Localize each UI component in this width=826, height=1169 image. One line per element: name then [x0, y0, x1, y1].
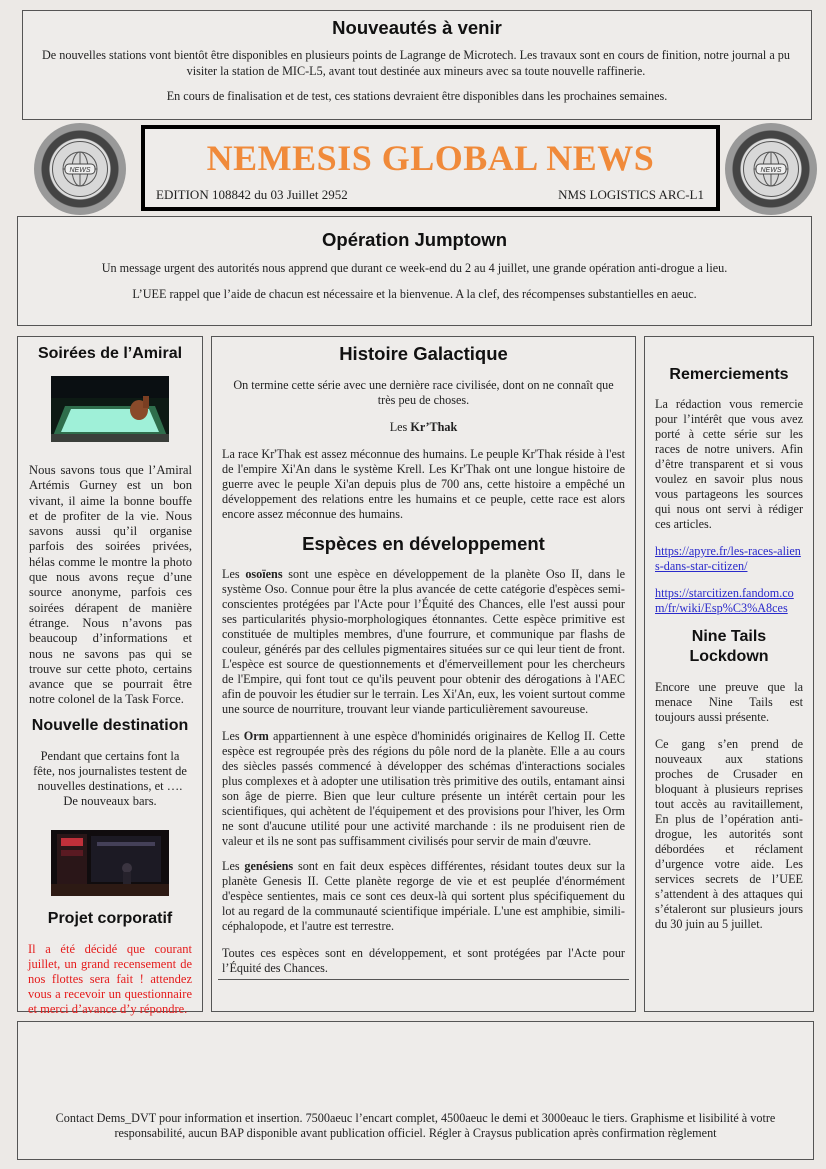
news-logo-right [725, 123, 817, 215]
footer-ad-box [17, 1021, 814, 1160]
krthak-text: La race Kr'Thak est assez méconnue des humains. Le peuple Kr'Thak réside à l'est de l'empire Xi'An dans le système Krell. Les Kr'Thak ont une longue histoire de guerre avec le peuple Xi'an depuis plus de 700 ans, cette histoire a empêché un développement des relations entre les humains et ce peuple, cette race est alors encore assez méconnue des humains. [222, 447, 625, 521]
especes-title: Espèces en développement [302, 533, 545, 554]
footer-contact-text: Contact Dems_DVT pour information et insertion. 7500aeuc l’encart complet, 4500aeuc le demi et 3000eauc le tiers. Graphisme et lisibilité à votre responsabilité, aucun BAP disponible avant publication officiel. Régler à Craysus publication après confirmation règlement [55, 1111, 776, 1140]
jumptown-box [17, 216, 812, 326]
source-link-2[interactable]: https://starcitizen.fandom.com/fr/wiki/Esp%C3%A8ces [655, 586, 794, 615]
race-heading [212, 420, 635, 435]
race-name: Kr’Thak [410, 420, 458, 434]
orm-body: appartiennent à une espèce d'hominidés originaires de Kellog II. Cette espèce est regroupée près des régions du pôle nord de la planète. Elle a au cours des siècles passés commencé à développer des schémas d'interactions sociales plus complexes et à adopter une utilisation très primitive des outils, entamant ainsi son âge de pierre. Bien que leur culture présente un intérêt certain pour les scientifiques, qui achètent de l'équipement et des provisions pour l'hiver, les Orm ne sont d'aucune utilité pour une activité marchande : ils ne produisent rien de valeur et ils ne sont pas suffisamment civilisés pour servir de main d'œuvre. [222, 729, 625, 848]
remerciements-text: La rédaction vous remercie pour l’intérêt que vous avez porté à cette série sur les races de notre univers. Afin d’être transparent et si vous voulez en savoir plus nous vous partageons les sources qui nous ont servi à rédiger ces articles. [655, 397, 803, 531]
nine-tails-title: Nine Tails Lockdown [689, 628, 769, 665]
outro-text: Toutes ces espèces sont en développement, et sont protégées par l'Acte pour l’Équité des Chances. [222, 946, 625, 975]
osoiens-prefix: Les [222, 567, 246, 581]
party-photo [51, 376, 169, 442]
center-column [211, 336, 636, 1012]
logo-text: NEWS [760, 167, 782, 174]
globe-icon [60, 149, 100, 189]
amiral-text: Nous savons tous que l’Amiral Artémis Gurney est un bon vivant, il aime la bonne bouffe et de profiter de la vie. Nous savons aussi qu’il organise parfois des soirées privées, hélas comme le montre la photo que nous avons reçue d’une source anonyme, parfois ces soirées dérapent de manière étrange. Nous n’avons pas beaucoup d’informations et nous ne savons pas qui se trouve sur cette photo, certains avance que se pourrait être notre colonel de la Task Force. [29, 463, 192, 707]
remerciements-title: Remerciements [669, 366, 789, 383]
orm-name: Orm [243, 729, 269, 743]
histoire-title: Histoire Galactique [339, 343, 508, 364]
source-link-2-wrap [655, 586, 803, 616]
jumptown-title: Opération Jumptown [322, 229, 507, 250]
edition-label: EDITION 108842 du 03 Juillet 2952 [156, 187, 348, 202]
nine-tails-paragraph-1: Encore une preuve que la menace Nine Tails est toujours aussi présente. [655, 680, 803, 724]
divider [218, 979, 629, 980]
source-link-1[interactable]: https://apyre.fr/les-races-aliens-dans-star-citizen/ [655, 544, 801, 573]
histoire-intro: On termine cette série avec une dernière race civilisée, dont on ne connaît que très peu de choses. [233, 378, 614, 407]
top-news-title: Nouveautés à venir [332, 17, 502, 38]
jumptown-paragraph-1: Un message urgent des autorités nous apprend que durant ce week-end du 2 au 4 juillet, une grande opération anti-drogue a lieu. [101, 261, 728, 275]
orm-text [222, 729, 625, 849]
masthead-title: NEMESIS GLOBAL NEWS [206, 138, 655, 178]
nine-tails-paragraph-2: Ce gang s’en prend de nouveaux aux stations proches de Crusader en bloquant à plusieurs reprises tout accès au ravitaillement, En plus de l’opération anti-drogue, les autorités sont débordées et réclament d’urgence votre aide. Les services secrets de l’UEE s’attendent à des attaques qui s’étaleront sur plusieurs jours du 30 juin au 5 juillet. [655, 737, 803, 931]
top-news-paragraph-2: En cours de finalisation et de test, ces stations devraient être disponibles dans les prochaines semaines. [166, 89, 668, 103]
osoiens-body: sont une espèce en développement de la planète Oso II, dans le système Oso. Connue pour être la plus avancée de cette catégorie d'espèces semi-conscientes protégées par l'Acte pour l’Équité des Chances, elle l'est aussi pour ses particularités physio-morphologiques étonnantes. Cette espèce primitive est constituée de multiples membres, d'une fourrure, et communique par flashs de couleur, générés par des cellules pigmentaires situées sur ce qui leur tient de front. L'espèce est source de questionnements et d'émerveillement pour les chercheurs de l'Empire, qui font tout ce qu'ils peuvent pour obtenir des dérogations à l'AEC afin de pouvoir les étudier sur le terrain. Les Xi'An, eux, les voient surtout comme une source de nourriture, trouvant leur viande particulièrement savoureuse. [222, 567, 625, 716]
top-news-paragraph-1: De nouvelles stations vont bientôt être disponibles en plusieurs points de Lagrange de Microtech. Les travaux sont en cours de finition, notre journal a pu visiter la station de MIC-L5, avant tout destinée aux mineurs avec sa toute nouvelle raffinerie. [42, 48, 790, 78]
projet-text: Il a été décidé que courant juillet, un grand recensement de nos flottes sera fait ! attendez vous a recevoir un questionnaire et merci d’avance d’y répondre. [28, 941, 192, 1016]
jumptown-paragraph-2: L’UEE rappel que l’aide de chacun est nécessaire et la bienvenue. A la clef, des récompenses substantielles en aeuc. [132, 287, 697, 301]
destination-title: Nouvelle destination [31, 716, 189, 734]
genesiens-name: genésiens [244, 859, 294, 873]
right-column [644, 336, 814, 1012]
projet-title: Projet corporatif [47, 909, 173, 927]
orm-prefix: Les [222, 729, 244, 743]
genesiens-body: sont en fait deux espèces différentes, résidant toutes deux sur la planète Genesis II. Cette planète regorge de vie et est peuplée d'énormément d'espèce sentientes, mais ce sont ces deux-là qui sortent plus spécifiquement du lot au regard de la communauté scientifique impériale. L'une est amphibie, simili-céphalopode, et l'autre est terrestre. [222, 859, 625, 933]
amiral-title: Soirées de l’Amiral [37, 345, 183, 362]
logo-text: NEWS [69, 167, 91, 174]
masthead [141, 125, 720, 211]
osoiens-name: osoïens [245, 567, 283, 581]
news-logo-left [34, 123, 126, 215]
osoiens-text [222, 567, 625, 717]
top-news-box [22, 10, 812, 120]
destination-text: Pendant que certains font la fête, nos journalistes testent de nouvelles destinations, et …. De nouveaux bars. [33, 748, 187, 808]
globe-icon [751, 149, 791, 189]
bar-photo [51, 830, 169, 896]
source-link-1-wrap [655, 544, 803, 574]
race-heading-prefix: Les [389, 420, 411, 434]
genesiens-prefix: Les [222, 859, 245, 873]
left-column [17, 336, 203, 1016]
genesiens-text [222, 859, 625, 934]
publisher-label: NMS LOGISTICS ARC-L1 [558, 187, 704, 202]
